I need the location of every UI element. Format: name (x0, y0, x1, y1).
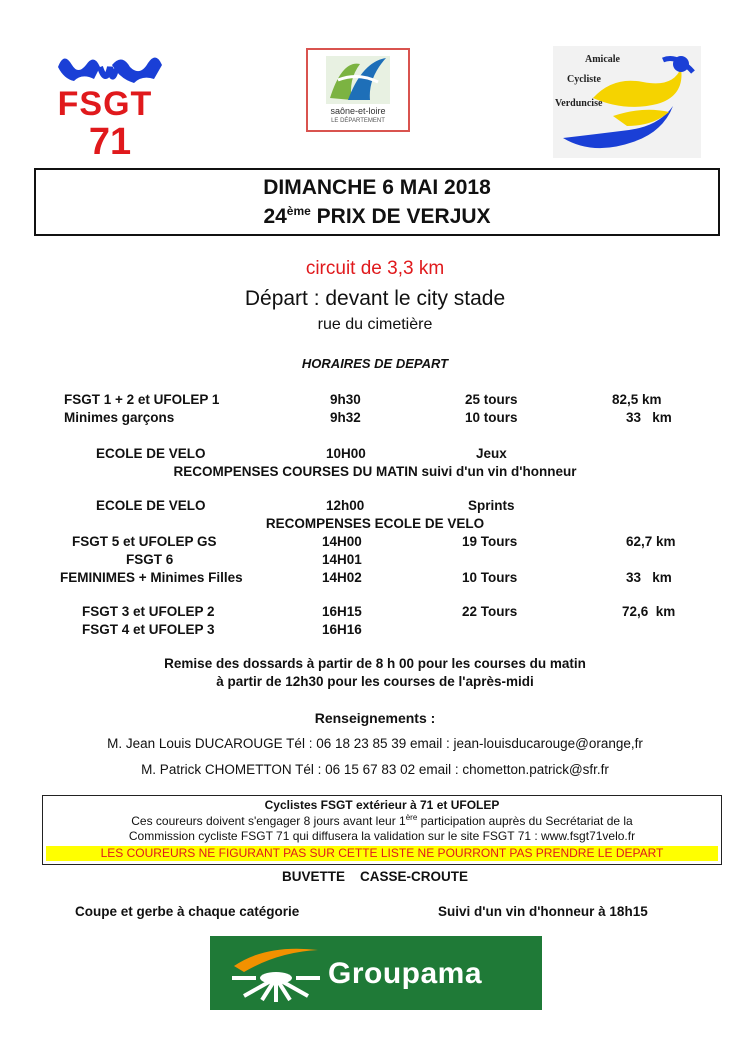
notice-line3: Commission cycliste FSGT 71 qui diffusera la validation sur le site FSGT 71 : www.fsgt71velo.fr (128, 829, 636, 843)
saone-name: saône-et-loire (330, 106, 386, 116)
info-title: Renseignements : (314, 710, 436, 726)
race-2-laps: 10 tours (465, 410, 518, 425)
notice-warning: LES COUREURS NE FIGURANT PAS SUR CETTE LISTE NE POURRONT PAS PRENDRE LE DEPART (46, 846, 718, 861)
schedule-title: HORAIRES DE DEPART (301, 356, 449, 371)
notice-line2-b: participation auprès du Secrétariat de la (417, 814, 633, 828)
race-1-time: 9h30 (330, 392, 361, 407)
buvette: BUVETTE CASSE-CROUTE (281, 869, 468, 884)
ecole-2-activity: Sprints (468, 498, 515, 513)
contact-chometton: M. Patrick CHOMETTON Tél : 06 15 67 83 02 email : chometton.patrick@sfr.fr (141, 762, 609, 777)
amicale-line3: Verduncise (555, 98, 603, 109)
notice-heading: Cyclistes FSGT extérieur à 71 et UFOLEP (264, 798, 500, 812)
event-title-rest: PRIX DE VERJUX (310, 205, 491, 228)
groupama-name: Groupama (328, 957, 483, 990)
notice-line2 (43, 813, 721, 828)
race-8-distance: 72,6 km (622, 604, 676, 619)
amicale-line2: Cycliste (567, 74, 601, 85)
race-2-distance: 33 km (626, 410, 672, 425)
reception: Suivi d'un vin d'honneur à 18h15 (438, 904, 648, 919)
notice-line2-a: Ces coureurs doivent s'engager 8 jours avant leur 1 (131, 814, 406, 828)
ecole-2-category: ECOLE DE VELO (96, 498, 206, 513)
race-9-category: FSGT 4 et UFOLEP 3 (82, 622, 215, 637)
ecole-2-time: 12h00 (326, 498, 365, 513)
fsgt-71-logo (50, 45, 170, 165)
saone-et-loire-logo (306, 48, 410, 132)
race-1-distance: 82,5 km (612, 392, 662, 407)
race-7-category: FEMINIMES + Minimes Filles (60, 570, 243, 585)
race-7-laps: 10 Tours (462, 570, 518, 585)
ecole-awards: RECOMPENSES ECOLE DE VELO (265, 516, 485, 531)
race-7-time: 14H02 (322, 570, 362, 585)
amicale-cycliste-logo (553, 46, 701, 158)
race-8-category: FSGT 3 et UFOLEP 2 (82, 604, 215, 619)
title-box (34, 168, 720, 236)
race-1-laps: 25 tours (465, 392, 518, 407)
contact-ducarouge: M. Jean Louis DUCAROUGE Tél : 06 18 23 85 39 email : jean-louisducarouge@orange,fr (107, 736, 643, 751)
groupama-emblem-icon (226, 942, 326, 1004)
ecole-1-activity: Jeux (476, 446, 507, 461)
fsgt-number: 71 (88, 121, 132, 163)
fsgt-text: FSGT (57, 85, 153, 123)
ecole-1-category: ECOLE DE VELO (96, 446, 206, 461)
amicale-line1: Amicale (585, 54, 620, 65)
race-1-category: FSGT 1 + 2 et UFOLEP 1 (64, 392, 220, 407)
race-9-time: 16H16 (322, 622, 362, 637)
race-6-category: FSGT 6 (126, 552, 174, 567)
event-edition: 24 (263, 205, 287, 228)
race-2-time: 9h32 (330, 410, 361, 425)
saone-sub: LE DÉPARTEMENT (331, 118, 385, 124)
race-5-laps: 19 Tours (462, 534, 518, 549)
race-8-laps: 22 Tours (462, 604, 518, 619)
race-8-time: 16H15 (322, 604, 362, 619)
trophies: Coupe et gerbe à chaque catégorie (75, 904, 300, 919)
saone-wave-icon (308, 50, 408, 106)
race-6-time: 14H01 (322, 552, 362, 567)
race-5-time: 14H00 (322, 534, 362, 549)
street: rue du cimetière (317, 316, 433, 333)
race-5-category: FSGT 5 et UFOLEP GS (72, 534, 217, 549)
circuit-length: circuit de 3,3 km (305, 258, 445, 279)
morning-awards: RECOMPENSES COURSES DU MATIN suivi d'un vin d'honneur (173, 464, 577, 479)
event-title (36, 204, 718, 229)
race-7-distance: 33 km (626, 570, 672, 585)
event-edition-sup: ème (286, 204, 311, 218)
start-location: Départ : devant le city stade (244, 287, 506, 310)
bib-pickup-afternoon: à partir de 12h30 pour les courses de l'après-midi (216, 674, 534, 689)
race-5-distance: 62,7 km (626, 534, 676, 549)
registration-notice (42, 795, 722, 865)
notice-line2-sup: ère (405, 813, 418, 822)
event-date: DIMANCHE 6 MAI 2018 (263, 176, 491, 199)
groupama-sponsor-logo (210, 936, 542, 1010)
ecole-1-time: 10H00 (326, 446, 366, 461)
bib-pickup-morning: Remise des dossards à partir de 8 h 00 pour les courses du matin (164, 656, 586, 671)
race-2-category: Minimes garçons (64, 410, 175, 425)
